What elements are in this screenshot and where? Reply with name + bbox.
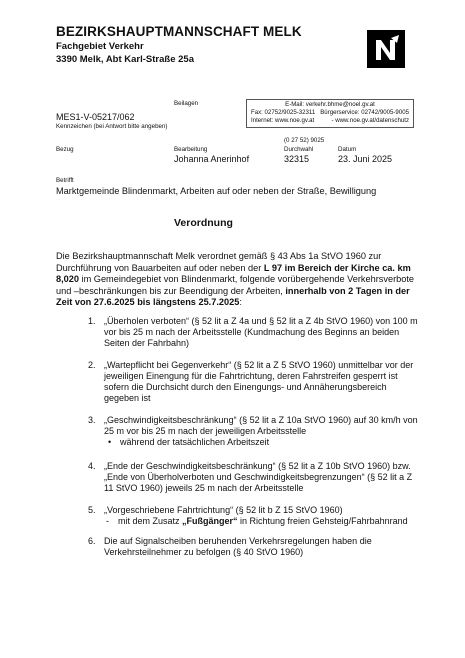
betrifft-label: Betrifft <box>56 177 74 184</box>
authority-address: 3390 Melk, Abt Karl-Straße 25a <box>56 54 194 65</box>
noe-logo-icon <box>367 30 405 68</box>
intro-text-2: im Gemeindegebiet von Blindenmarkt, folgende vorübergehende Verkehrsverbote und –beschränkungen bis zur Beendigung der Arbeiten, <box>56 274 415 296</box>
document-title: Verordnung <box>174 217 233 229</box>
item-text: „Wartepflicht bei Gegenverkehr“ (§ 52 lit a Z 5 StVO 1960) unmittelbar vor der jeweiligen Einengung für die Fahrtrichtung, deren Fahrstreifen gesperrt ist sofern die Durchsicht durch den Einengungs- und Annäherungsbereich gegeben ist <box>104 360 414 403</box>
list-item <box>56 505 418 527</box>
item-text: Die auf Signalscheiben beruhenden Verkehrsregelungen haben die Verkehrsteilnehmer zu befolgen (§ 40 StVO 1960) <box>104 536 372 557</box>
intro-text-3: : <box>239 297 242 308</box>
item-number: 2. <box>88 360 96 370</box>
intro-paragraph <box>56 251 418 309</box>
datum-label: Datum <box>338 146 357 153</box>
intro-period: innerhalb von 2 Tagen in der Zeit von 27.6.2025 bis längstens 25.7.2025 <box>56 285 410 308</box>
item-number: 1. <box>88 316 96 326</box>
intro-location: L 97 im Bereich der Kirche ca. km 8,020 <box>56 262 411 285</box>
list-item <box>56 360 418 404</box>
reference-note: Kennzeichen (bei Antwort bitte angeben) <box>56 123 168 130</box>
durchwahl-value: 32315 <box>284 154 310 164</box>
item-bullet: • während der tatsächlichen Arbeitszeit <box>104 437 418 448</box>
intro-text-1: Die Bezirkshauptmannschaft Melk verordnet gemäß § 43 Abs 1a StVO 1960 zur Durchführung von Bauarbeiten auf oder neben der <box>56 251 382 273</box>
dash-marker: - <box>106 516 109 526</box>
list-item <box>56 415 418 448</box>
contact-privacy-link[interactable]: - www.noe.gv.at/datenschutz <box>331 117 409 125</box>
item-number: 3. <box>88 415 96 425</box>
datum-value: 23. Juni 2025 <box>338 154 393 164</box>
contact-internet[interactable]: Internet: www.noe.gv.at <box>251 117 315 125</box>
authority-name: BEZIRKSHAUPTMANNSCHAFT MELK <box>56 24 302 39</box>
betrifft-text: Marktgemeinde Blindenmarkt, Arbeiten auf oder neben der Straße, Bewilligung <box>56 186 377 196</box>
list-item <box>56 461 418 494</box>
bezug-label: Bezug <box>56 146 74 153</box>
contact-buergerservice: Bürgerservice: 02742/9005-9005 <box>320 109 409 117</box>
item-dash-line <box>104 516 418 527</box>
item-number: 4. <box>88 461 96 471</box>
contact-email[interactable]: E-Mail: verkehr.bhme@noel.gv.at <box>285 101 375 108</box>
letterhead <box>56 24 302 65</box>
reference-code: MES1-V-05217/062 <box>56 112 135 122</box>
list-item <box>56 536 418 558</box>
contact-box <box>246 99 414 128</box>
contact-fax: Fax: 02752/9025-32311 <box>251 109 316 117</box>
dash-text-pre: mit dem Zusatz <box>118 516 183 526</box>
bearbeitung-value: Johanna Anerinhof <box>174 154 250 164</box>
item-text: „Überholen verboten“ (§ 52 lit a Z 4a und § 52 lit a Z 4b StVO 1960) von 100 m vor bis 25 m nach der Arbeitsstelle (Kundmachung des Beginns an beiden Seiten der Fahrbahn) <box>104 316 418 348</box>
beilagen-label: Beilagen <box>174 100 199 107</box>
department-name: Fachgebiet Verkehr <box>56 41 144 52</box>
item-number: 5. <box>88 505 96 515</box>
item-text: „Vorgeschriebene Fahrtrichtung“ (§ 52 lit b Z 15 StVO 1960) <box>104 505 343 515</box>
list-item <box>56 316 418 349</box>
bearbeitung-label: Bearbeitung <box>174 146 208 153</box>
phone-prefix: (0 27 52) 9025 <box>284 137 325 144</box>
item-number: 6. <box>88 536 96 546</box>
item-text: „Ende der Geschwindigkeitsbeschränkung“ (§ 52 lit a Z 10b StVO 1960) bzw. „Ende von Überholverboten und Geschwindigkeitsbegrenzungen“ (§ 52 lit a Z 11 StVO 1960) jeweils 25 m nach der Arbeitsstelle <box>104 461 413 493</box>
item-text: „Geschwindigkeitsbeschränkung“ (§ 52 lit a Z 10a StVO 1960) auf 30 km/h von 25 m vor bis 25 m nach der jeweiligen Arbeitsstelle <box>104 415 418 436</box>
dash-text-post: in Richtung freien Gehsteig/Fahrbahnrand <box>237 516 408 526</box>
durchwahl-label: Durchwahl <box>284 146 314 153</box>
dash-text-bold: „Fußgänger“ <box>182 516 238 526</box>
